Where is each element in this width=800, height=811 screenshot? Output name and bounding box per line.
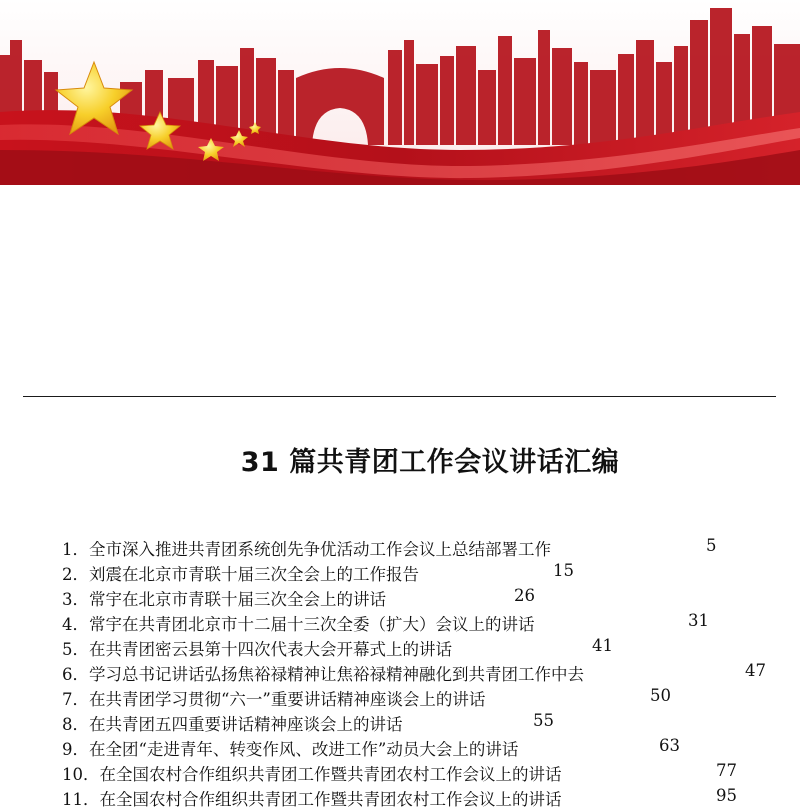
toc-item-page: 95 <box>716 786 737 805</box>
toc-item <box>0 536 800 561</box>
toc-item-text: 4．常宇在共青团北京市十二届十三次全委（扩大）会议上的讲话 <box>62 615 535 634</box>
toc-item <box>0 686 800 711</box>
toc-item-text: 11．在全国农村合作组织共青团工作暨共青团农村工作会议上的讲话 <box>62 790 562 809</box>
toc-item <box>0 586 800 611</box>
toc-item-page: 50 <box>650 686 671 705</box>
toc-item-page: 63 <box>659 736 680 755</box>
toc-item-page: 15 <box>553 561 574 580</box>
toc-item-page: 55 <box>533 711 554 730</box>
toc-item-text: 3．常宇在北京市青联十届三次全会上的讲话 <box>62 590 386 609</box>
toc-item-text: 7．在共青团学习贯彻“六一”重要讲话精神座谈会上的讲话 <box>62 690 486 709</box>
document-title: 31 篇共青团工作会议讲话汇编 <box>240 447 620 478</box>
toc-item-text: 6．学习总书记讲话弘扬焦裕禄精神让焦裕禄精神融化到共青团工作中去 <box>62 665 584 684</box>
toc-item-page: 41 <box>592 636 613 655</box>
toc-item-text: 1．全市深入推进共青团系统创先争优活动工作会议上总结部署工作 <box>62 540 551 559</box>
toc-item <box>0 786 800 811</box>
toc-item <box>0 736 800 761</box>
toc-item <box>0 636 800 661</box>
toc-item-page: 47 <box>745 661 766 680</box>
toc-item-text: 8．在共青团五四重要讲话精神座谈会上的讲话 <box>62 715 403 734</box>
horizontal-divider <box>23 396 776 397</box>
toc-item <box>0 711 800 736</box>
toc-item <box>0 611 800 636</box>
toc-item-text: 2．刘震在北京市青联十届三次全会上的工作报告 <box>62 565 419 584</box>
toc-item-page: 31 <box>688 611 709 630</box>
toc-item-page: 77 <box>716 761 737 780</box>
toc-item-text: 5．在共青团密云县第十四次代表大会开幕式上的讲话 <box>62 640 452 659</box>
toc-item <box>0 661 800 686</box>
toc-item-page: 26 <box>514 586 535 605</box>
toc-item-text: 9．在全团“走进青年、转变作风、改进工作”动员大会上的讲话 <box>62 740 519 759</box>
toc-item-page: 5 <box>706 536 717 555</box>
toc-item-text: 10．在全国农村合作组织共青团工作暨共青团农村工作会议上的讲话 <box>62 765 562 784</box>
toc-item <box>0 561 800 586</box>
banner-illustration <box>0 0 800 185</box>
toc-item <box>0 761 800 786</box>
